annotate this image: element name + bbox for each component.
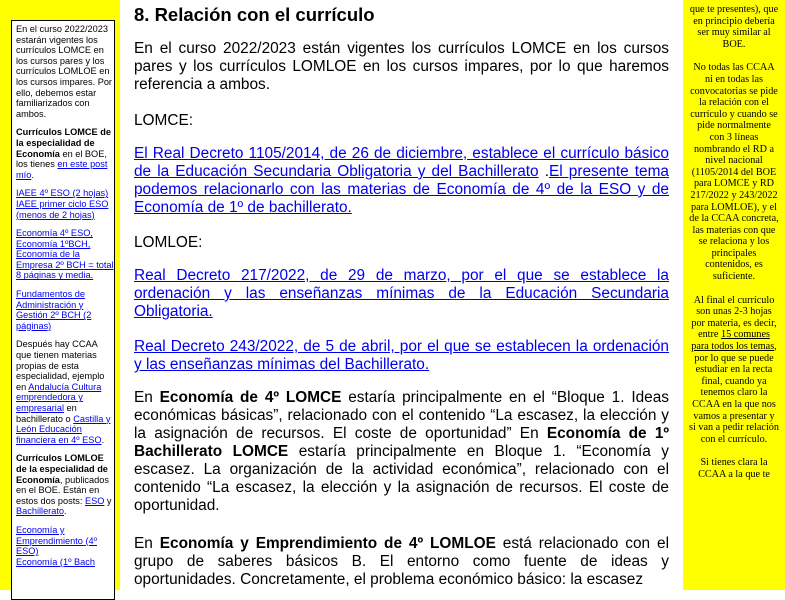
lomloe-label: LOMLOE: — [134, 234, 203, 251]
left-iaee-paragraph — [16, 188, 114, 220]
left-lomloe-text-end: . — [64, 506, 67, 517]
rd217-link[interactable]: Real Decreto 217/2022, de 29 de marzo, por el que se establece la ordenación y las enseñanzas mínimas de la Educación Secundaria Obligatoria. — [134, 267, 669, 320]
left-sidebar — [0, 0, 120, 590]
left-eco-paragraph — [16, 228, 114, 281]
andalucia-cultura-link[interactable]: Andalucía Cultura emprendedora y empresarial — [16, 381, 102, 413]
main-content — [134, 0, 669, 590]
left-intro: En el curso 2022/2023 estarán vigentes los currículos LOMCE en los cursos pares y los currículos LOMLOE en los cursos impares. Por ello, debemos estar familiarizados con ambos. — [16, 24, 112, 119]
economia-emprendimiento-link[interactable]: Economía y Emprendimiento (4º ESO) — [16, 524, 97, 557]
right-paragraph-1: que te presentes), que en principio debería ser muy similar al BOE. — [689, 4, 779, 50]
rd1105-separator: . — [538, 163, 549, 180]
eco4-bold-2: Economía de 1º Bachillerato LOMCE — [134, 425, 669, 460]
left-lomce-title: Currículos LOMCE de la especialidad de Economía — [16, 127, 111, 159]
right-paragraph-3 — [683, 295, 785, 446]
emp-text-a: En — [134, 535, 160, 552]
left-lomloe-text: , publicados en el BOE. Están en estos dos posts: — [16, 474, 109, 506]
temas-comunes-link[interactable]: 15 comunes para todos los temas — [691, 329, 775, 353]
left-ccaa-text-end: . — [101, 434, 105, 445]
right-p3-text-b: , por lo que se puede estudiar en la recta final, cuando ya tenemos claro la CCAA en la que nos vamos a presentar y si van a pedir relación con el currículo. — [689, 341, 779, 445]
left-lomloe-paragraph — [16, 453, 114, 517]
right-p3-text-a: Al final el currículo son unas 2-3 hojas por materia, es decir, entre — [691, 294, 777, 341]
right-paragraph-2: No todas las CCAA ni en todas las convocatorias se pide la relación con el currículo y cuando se pide normalmente con 3 líneas nombrando el RD a nivel nacional (1105/2014 del BOE para LOMCE y RD 217/2022 y 243/2022 para LOMLOE), y el de la CCAA concreta, las materias con que se relaciona y los principales contenidos, es suficiente. — [689, 62, 779, 283]
intro-paragraph: En el curso 2022/2023 están vigentes los currículos LOMCE en los cursos pares y los currículos LOMLOE en los cursos impares, por lo que haremos referencia a ambos. — [134, 40, 669, 93]
emp-bold: Economía y Emprendimiento de 4º LOMLOE — [159, 535, 496, 552]
left-eco-emp-paragraph — [16, 525, 114, 567]
lomce-label: LOMCE: — [134, 112, 194, 129]
economia-curriculos-link[interactable]: Economía 4º ESO, Economía 1ºBCH, Economía de la Empresa 2º BCH = total 8 páginas y media. — [16, 228, 114, 281]
eco4-bold-1: Economía de 4º LOMCE — [159, 389, 342, 406]
left-ccaa-text: Después hay CCAA que tienen materias propias de esta especialidad, ejemplo en — [16, 339, 105, 392]
rd1105-link[interactable]: El Real Decreto 1105/2014, de 26 de diciembre, establece el currículo básico de la Educación Secundaria Obligatoria y del Bachillerato — [134, 145, 669, 180]
right-paragraph-4: Si tienes clara la CCAA a la que te — [698, 457, 770, 480]
rd243-paragraph — [134, 338, 669, 374]
left-lomce-text: en el BOE, los tienes — [16, 148, 107, 170]
lomloe-eso-link[interactable]: ESO — [84, 495, 105, 506]
rd1105-relation-link[interactable]: El presente tema podemos relacionarlo con las materias de Economía de 4º de la ESO y de Economía de 1º de bachillerato. — [134, 163, 669, 216]
left-ccaa-paragraph — [16, 339, 114, 445]
economia-1bach-link[interactable]: Economía (1º Bach — [16, 556, 95, 567]
eco4-text-c: estaría principalmente en el “Bloque 1. Ideas económicas básicas”, relacionado con el contenido “La escasez, la elección y la asignación de recursos. El coste de oportunidad” En — [134, 389, 669, 442]
left-lomce-text-end: . — [31, 169, 34, 180]
rd217-paragraph — [134, 267, 669, 321]
left-fund-paragraph — [16, 289, 114, 331]
rd243-link[interactable]: Real Decreto 243/2022, de 5 de abril, por el que se establecen la ordenación y las enseñanzas mínimas del Bachillerato. — [134, 338, 669, 373]
economia-4-paragraph — [134, 389, 669, 515]
left-sidebar-box — [11, 20, 115, 600]
eco4-text-a: En — [134, 389, 160, 406]
iaee-primer-ciclo-link[interactable]: IAEE primer ciclo ESO (menos de 2 hojas) — [16, 198, 109, 220]
left-ccaa-text-mid: en bachillerato o — [16, 403, 77, 424]
left-lomloe-title: Currículos LOMLOE de la especialidad de Economía — [16, 453, 108, 485]
castilla-leon-link[interactable]: Castilla y León Educación financiera en 4º ESO — [16, 413, 111, 445]
section-title: 8. Relación con el currículo — [134, 4, 375, 25]
iaee-4eso-link[interactable]: IAEE 4º ESO (2 hojas) — [16, 188, 109, 199]
left-lomce-paragraph — [16, 127, 114, 180]
fundamentos-admin-link[interactable]: Fundamentos de Administración y Gestión 2º BCH (2 páginas) — [16, 289, 92, 331]
right-sidebar — [683, 0, 785, 590]
eco4-text-d: estaría principalmente en Bloque 1. “Economía y escasez. La organización de la actividad económica”, relacionado con el contenido “La escasez, la elección y la asignación de recursos. El coste de oportunidad. — [134, 443, 669, 514]
lomce-post-link[interactable]: en este post mío — [16, 159, 108, 180]
emprendimiento-paragraph — [134, 535, 669, 589]
left-lomloe-text-mid: y — [104, 495, 112, 506]
emp-text-c: está relacionado con el grupo de saberes básicos B. El entorno como fuente de ideas y oportunidades. Concretamente, el problema económico básico: la escasez — [134, 535, 669, 588]
rd1105-paragraph — [134, 145, 669, 217]
lomloe-bachillerato-link[interactable]: Bachillerato — [16, 506, 65, 517]
